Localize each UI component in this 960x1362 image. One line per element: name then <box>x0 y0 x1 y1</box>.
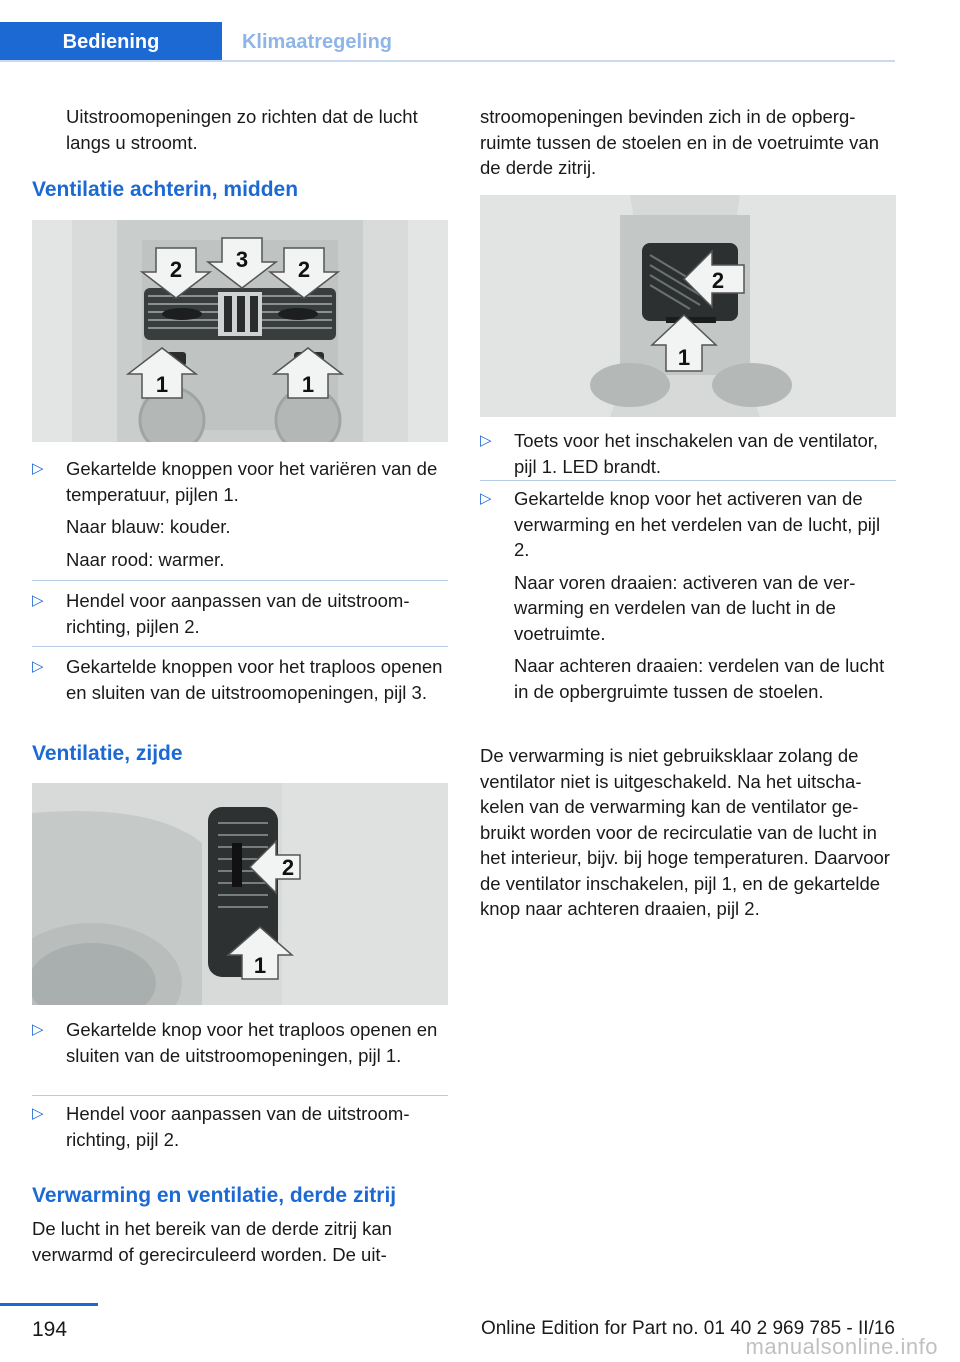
arrow-label: 1 <box>253 953 267 978</box>
arrow-label: 3 <box>235 247 249 272</box>
list-item <box>480 486 896 704</box>
arrow-label: 2 <box>711 268 725 293</box>
list-divider <box>32 646 448 647</box>
list-item <box>32 588 448 639</box>
tab-klimaatregeling[interactable]: Klimaatregeling <box>241 31 393 53</box>
arrow-label: 1 <box>155 372 169 397</box>
intro-paragraph: Uitstroomopeningen zo richten dat de lucht langs u stroomt. <box>66 106 418 153</box>
photo-third-row-controls <box>480 195 896 417</box>
list-item <box>32 1017 448 1068</box>
list-item-subtext: Naar voren draaien: activeren van de verwarming en verdelen van de lucht in de voetruimte. <box>514 571 856 644</box>
watermark: manualsonline.info <box>745 1334 938 1359</box>
list-item <box>32 654 448 705</box>
page-number: 194 <box>32 1318 68 1341</box>
list-item <box>32 1101 448 1152</box>
arrow-label: 2 <box>281 855 295 880</box>
list-item-text: Hendel voor aanpassen van de uitstroomrichting, pijlen 2. <box>66 590 410 637</box>
list-item-text: Gekartelde knop voor het activeren van de verwarming en het verdelen van de lucht, pijl 2. <box>514 488 881 560</box>
list-item <box>480 428 896 479</box>
list-item-text: Gekartelde knoppen voor het variëren van de temperatuur, pijlen 1. <box>66 458 438 505</box>
list-item-subtext: Naar rood: warmer. <box>66 548 225 570</box>
arrow-label: 2 <box>169 257 183 282</box>
bullet-triangle-icon: ▷ <box>480 490 492 507</box>
photo-rear-center-vents <box>32 220 448 442</box>
bullet-triangle-icon: ▷ <box>32 592 44 609</box>
bullet-triangle-icon: ▷ <box>32 460 44 477</box>
heading-ventilatie-zijde: Ventilatie, zijde <box>32 742 183 765</box>
list-item-text: Gekartelde knop voor het traploos openen en sluiten van de uitstroomopeningen, pijl 1. <box>66 1019 438 1066</box>
bullet-triangle-icon: ▷ <box>480 432 492 449</box>
arrow-label: 2 <box>297 257 311 282</box>
closing-paragraph: De verwarming is niet gebruiksklaar zolang de ventilator niet is uitgeschakeld. Na het uitschakelen van de verwarming kan de ventilator gebruikt worden voor de recirculatie van de lucht in het interieur, bijv. bij hoge temperaturen. Daarvoor de ventilator inschakelen, pijl 1, en de gekartelde knop naar achteren draaien, pijl 2. <box>480 745 890 919</box>
arrow-label: 1 <box>301 372 315 397</box>
list-item-text: Toets voor het inschakelen van de ventilator, pijl 1. LED brandt. <box>514 430 879 477</box>
arrow-label: 1 <box>677 345 691 370</box>
bullet-triangle-icon: ▷ <box>32 658 44 675</box>
footer-accent-line <box>0 1303 98 1306</box>
heading-ventilatie-achterin: Ventilatie achterin, midden <box>32 178 299 201</box>
tab-bediening[interactable]: Bediening <box>0 22 222 62</box>
list-divider <box>32 580 448 581</box>
section3-body: De lucht in het bereik van de derde zitrij kan verwarmd of gerecirculeerd worden. De uit- <box>32 1218 392 1265</box>
list-item-text: Gekartelde knoppen voor het traploos openen en sluiten van de uitstroomopeningen, pijl 3. <box>66 656 443 703</box>
list-divider <box>32 1095 448 1096</box>
list-item-subtext: Naar blauw: kouder. <box>66 516 231 537</box>
header-divider <box>0 60 895 62</box>
heading-verwarming-derde-zitrij: Verwarming en ventilatie, derde zitrij <box>32 1184 397 1207</box>
list-divider <box>480 480 896 481</box>
right-intro-paragraph: stroomopeningen bevinden zich in de opbergruimte tussen de stoelen en in de voetruimte van de derde zitrij. <box>480 106 880 178</box>
photo-side-vent <box>32 783 448 1005</box>
list-item <box>32 456 448 572</box>
bullet-triangle-icon: ▷ <box>32 1021 44 1038</box>
list-item-text: Hendel voor aanpassen van de uitstroomrichting, pijl 2. <box>66 1103 410 1150</box>
bullet-triangle-icon: ▷ <box>32 1105 44 1122</box>
header-bar <box>0 0 895 62</box>
list-item-subtext: Naar achteren draaien: verdelen van de lucht in de opbergruimte tussen de stoelen. <box>514 655 885 702</box>
edition-text: Online Edition for Part no. 01 40 2 969 785 - II/16 <box>480 1318 895 1339</box>
